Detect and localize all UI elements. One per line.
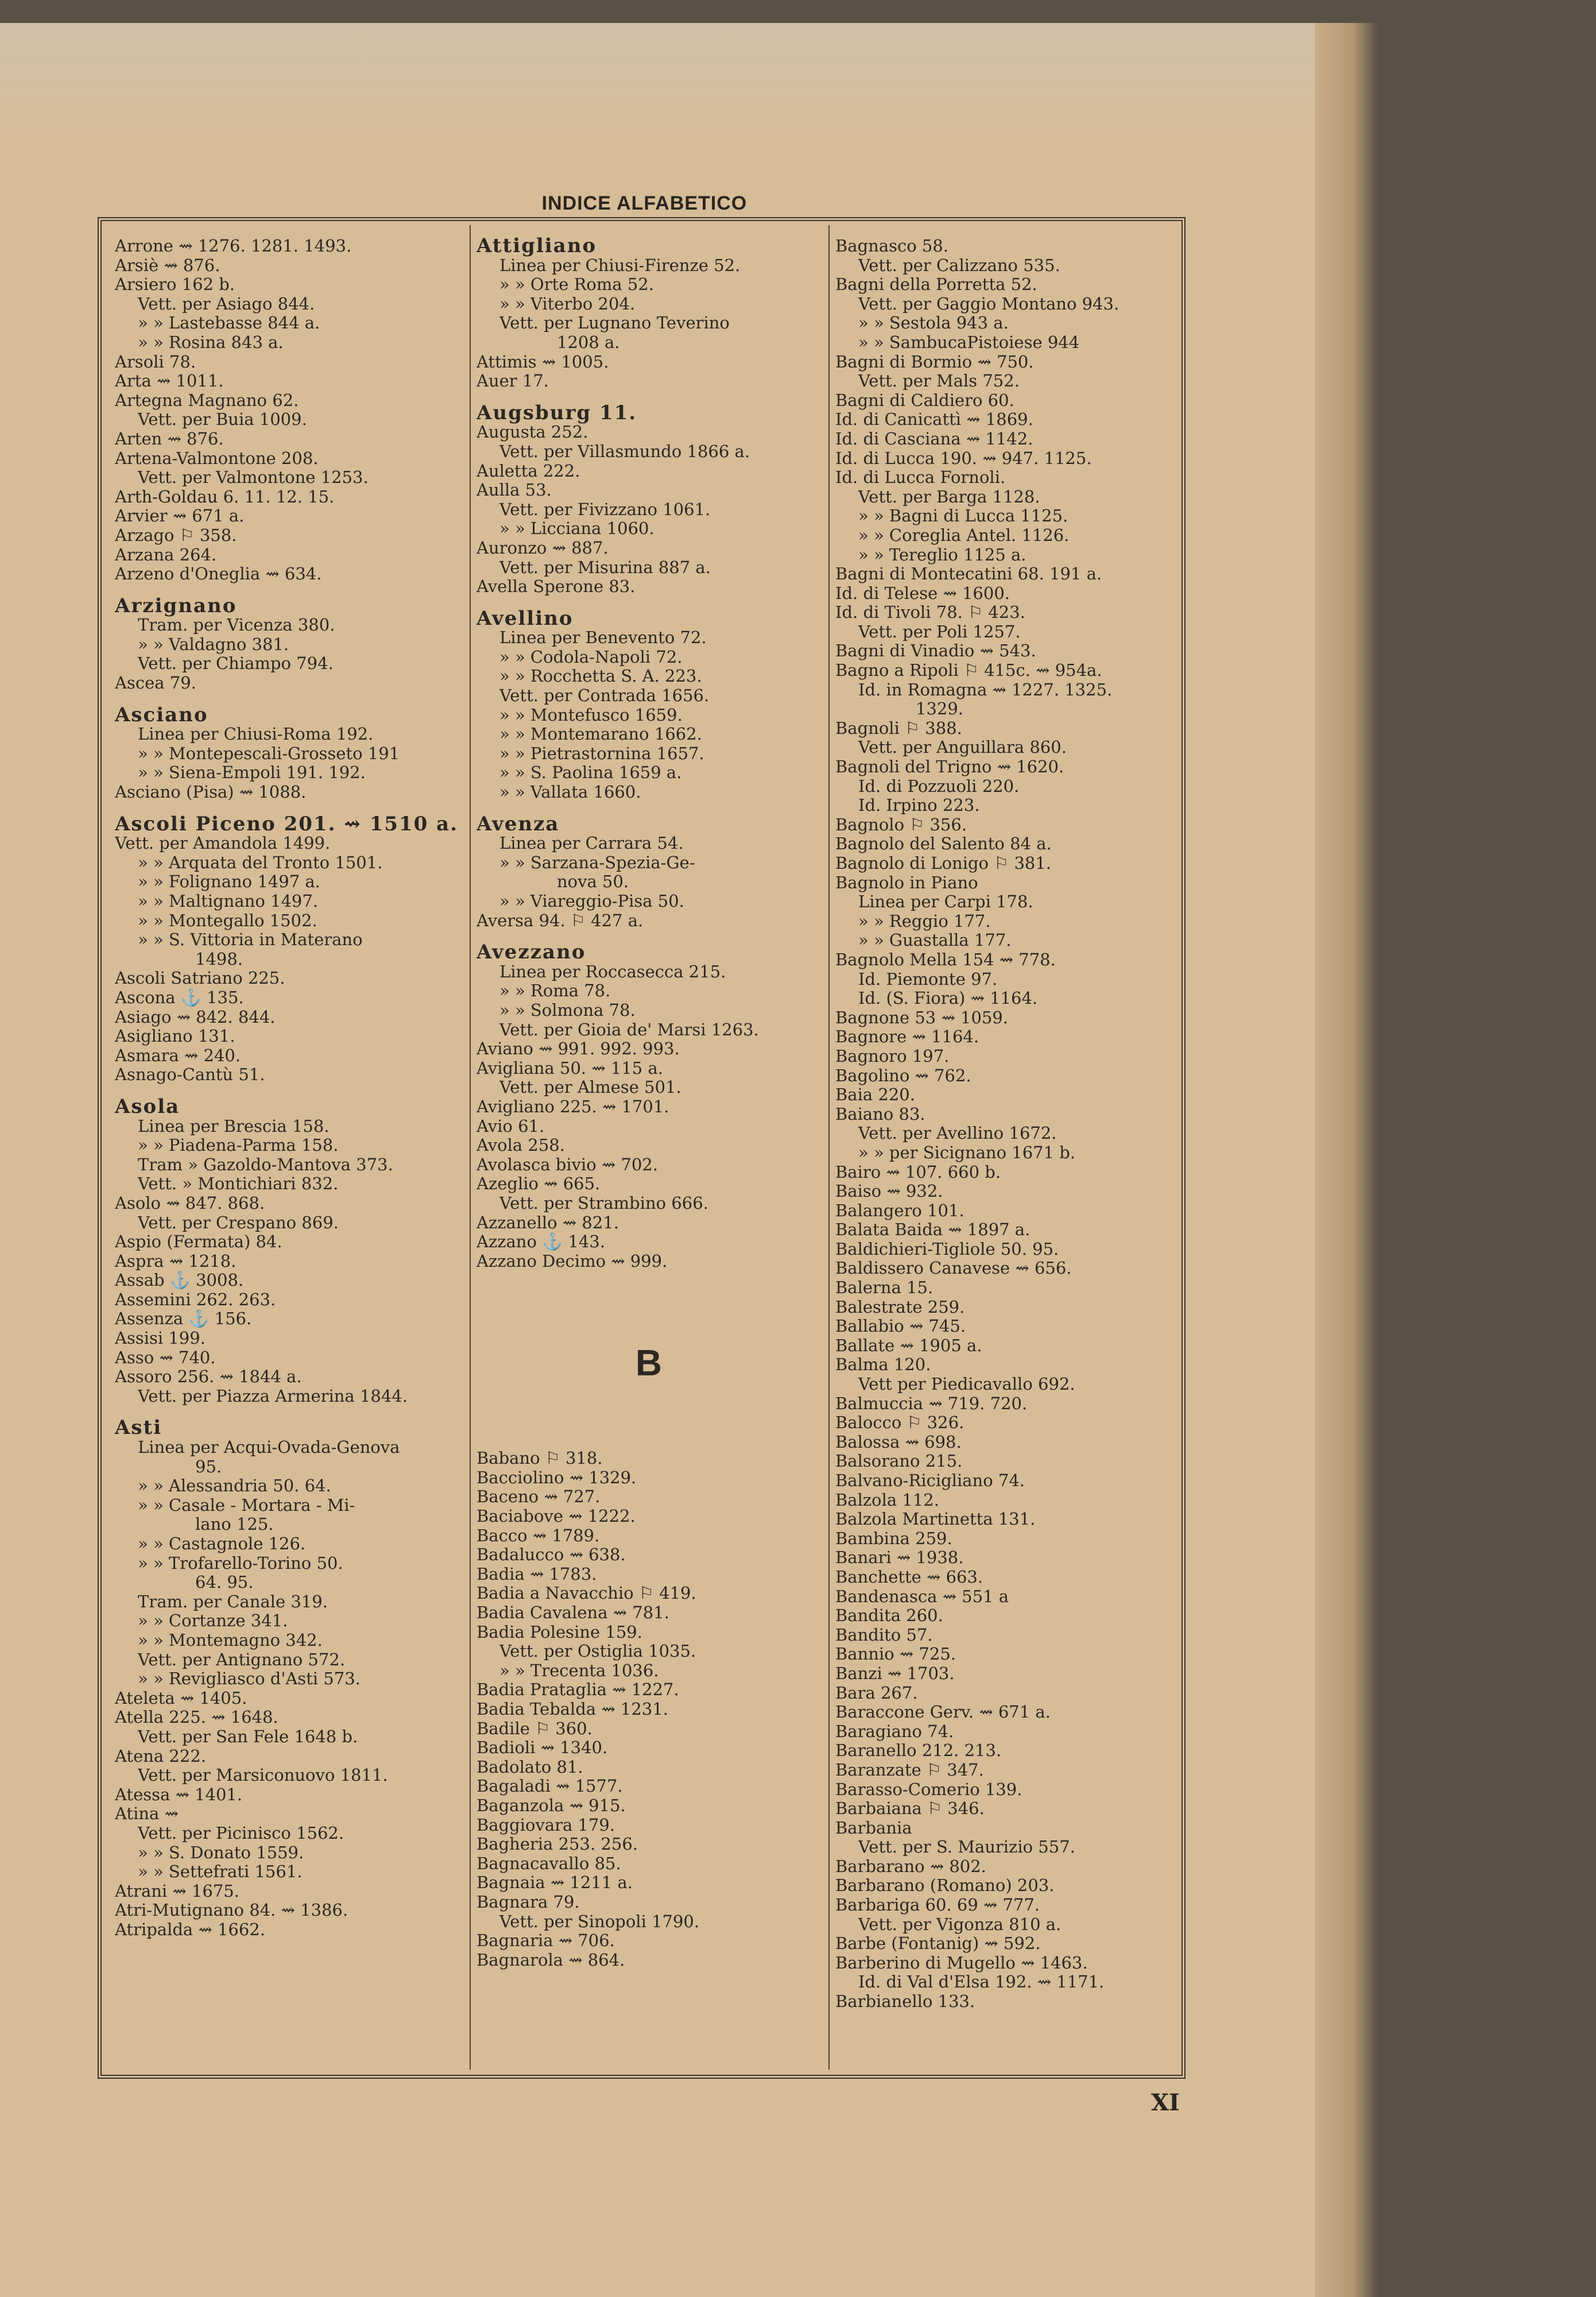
index-heading: Asola bbox=[115, 1095, 180, 1118]
index-entry: Arzago ⚐ 358. bbox=[115, 525, 237, 545]
index-entry: Balossa ⇝ 698. bbox=[835, 1432, 962, 1452]
index-entry: Balma 120. bbox=[835, 1355, 931, 1375]
index-entry: Balocco ⚐ 326. bbox=[835, 1413, 964, 1433]
index-entry: Babano ⚐ 318. bbox=[477, 1448, 603, 1468]
index-entry: Vett. per Sinopoli 1790. bbox=[499, 1911, 700, 1931]
index-entry: Baranello 212. 213. bbox=[835, 1741, 1002, 1761]
index-entry: Assoro 256. ⇝ 1844 a. bbox=[115, 1367, 302, 1387]
index-entry: Balvano-Ricigliano 74. bbox=[835, 1471, 1025, 1490]
index-entry: Vett. per Poli 1257. bbox=[858, 621, 1021, 641]
index-entry: Vett. » Montichiari 832. bbox=[138, 1174, 339, 1194]
index-entry: Bambina 259. bbox=[835, 1528, 952, 1548]
index-entry: Vett. per Gaggio Montano 943. bbox=[858, 293, 1119, 314]
index-entry: Bagni di Bormio ⇝ 750. bbox=[835, 351, 1034, 372]
index-entry: Bagnolo di Lonigo ⚐ 381. bbox=[835, 853, 1052, 873]
index-entry: Arta ⇝ 1011. bbox=[115, 371, 224, 391]
index-entry: Linea per Chiusi-Roma 192. bbox=[138, 724, 374, 744]
index-entry: Arth-Goldau 6. 11. 12. 15. bbox=[115, 486, 335, 506]
index-entry: Bacco ⇝ 1789. bbox=[477, 1525, 600, 1545]
index-entry: Vett. per Mals 752. bbox=[858, 371, 1020, 391]
column-divider bbox=[470, 225, 471, 2070]
index-entry: Bagheria 253. 256. bbox=[477, 1834, 638, 1854]
index-entry: Tram. per Canale 319. bbox=[138, 1591, 328, 1611]
index-entry: Azzano Decimo ⇝ 999. bbox=[477, 1251, 668, 1271]
index-entry: Augusta 252. bbox=[477, 422, 588, 442]
index-entry: Vett. per Amandola 1499. bbox=[115, 833, 331, 853]
index-entry: Id. di Canicattì ⇝ 1869. bbox=[835, 409, 1033, 430]
index-entry: Bandito 57. bbox=[835, 1625, 933, 1645]
index-entry: Barbianello 133. bbox=[835, 1991, 975, 2012]
index-entry: Ateleta ⇝ 1405. bbox=[115, 1688, 247, 1708]
index-entry: Badia Polesine 159. bbox=[477, 1622, 642, 1642]
index-entry: Vett. per Vigonza 810 a. bbox=[858, 1914, 1062, 1934]
index-entry: » » Bagni di Lucca 1125. bbox=[858, 506, 1068, 526]
index-entry: Baiso ⇝ 932. bbox=[835, 1181, 943, 1201]
index-entry: Vett. per Avellino 1672. bbox=[858, 1123, 1057, 1143]
index-entry: Assemini 262. 263. bbox=[115, 1289, 276, 1309]
index-entry: » » Settefrati 1561. bbox=[138, 1862, 303, 1882]
index-entry: Baceno ⇝ 727. bbox=[477, 1487, 601, 1507]
index-entry: Barbarano ⇝ 802. bbox=[835, 1856, 986, 1876]
index-entry: Atella 225. ⇝ 1648. bbox=[115, 1707, 278, 1727]
index-entry: Vett. per Antignano 572. bbox=[138, 1649, 345, 1669]
index-entry: Azzanello ⇝ 821. bbox=[477, 1212, 619, 1232]
index-entry: » » Tereglio 1125 a. bbox=[858, 544, 1026, 564]
index-heading: Asciano bbox=[115, 703, 208, 726]
index-entry: Barberino di Mugello ⇝ 1463. bbox=[835, 1952, 1088, 1973]
index-entry: lano 125. bbox=[195, 1514, 274, 1534]
column-divider bbox=[828, 225, 830, 2070]
index-entry: Bagnolo in Piano bbox=[835, 872, 978, 892]
index-entry: Bagnolo del Salento 84 a. bbox=[835, 834, 1052, 854]
index-heading: Ascoli Piceno 201. ⇝ 1510 a. bbox=[115, 812, 458, 836]
index-entry: Asciano (Pisa) ⇝ 1088. bbox=[115, 782, 307, 802]
index-heading: Attigliano bbox=[477, 237, 597, 257]
index-column-3 bbox=[835, 237, 1180, 2074]
index-entry: Balerna 15. bbox=[835, 1278, 933, 1298]
index-entry: » » Montemagno 342. bbox=[138, 1630, 323, 1650]
index-entry: Vett. per Buia 1009. bbox=[138, 409, 307, 430]
index-entry: Bandenasca ⇝ 551 a bbox=[835, 1586, 1009, 1606]
index-entry: Id. di Pozzuoli 220. bbox=[858, 776, 1020, 796]
index-entry: Ascona ⚓ 135. bbox=[115, 987, 244, 1007]
index-entry: Aspra ⇝ 1218. bbox=[115, 1251, 237, 1271]
index-entry: Balangero 101. bbox=[835, 1200, 964, 1220]
index-entry: Artena-Valmontone 208. bbox=[115, 448, 319, 468]
index-entry: Id. di Lucca 190. ⇝ 947. 1125. bbox=[835, 448, 1092, 468]
index-entry: Bagolino ⇝ 762. bbox=[835, 1065, 971, 1085]
index-entry: » » Sarzana-Spezia-Ge- bbox=[499, 852, 695, 872]
index-entry: » » Sestola 943 a. bbox=[858, 313, 1009, 333]
index-entry: 1208 a. bbox=[557, 332, 620, 352]
index-entry: » » Orte Roma 52. bbox=[499, 274, 654, 295]
index-entry: Avigliana 50. ⇝ 115 a. bbox=[477, 1058, 663, 1078]
index-entry: Vett. per Villasmundo 1866 a. bbox=[499, 441, 750, 461]
index-entry: 1329. bbox=[916, 699, 964, 719]
index-entry: Vett. per Piazza Armerina 1844. bbox=[138, 1386, 408, 1406]
index-heading: Arzignano bbox=[115, 594, 237, 617]
index-entry: » » S. Paolina 1659 a. bbox=[499, 763, 682, 783]
index-entry: Baganzola ⇝ 915. bbox=[477, 1795, 626, 1815]
index-entry: Auronzo ⇝ 887. bbox=[477, 537, 609, 558]
index-entry: Bagno a Ripoli ⚐ 415c. ⇝ 954a. bbox=[835, 660, 1102, 680]
index-entry: Vett. per Picinisco 1562. bbox=[138, 1823, 344, 1843]
index-entry: » » S. Donato 1559. bbox=[138, 1842, 304, 1862]
index-entry: Vett. per Marsiconuovo 1811. bbox=[138, 1765, 388, 1785]
index-heading: Avezzano bbox=[477, 941, 586, 964]
index-entry: 1498. bbox=[195, 949, 243, 969]
index-entry: » » Trecenta 1036. bbox=[499, 1660, 659, 1680]
index-entry: Bagnone 53 ⇝ 1059. bbox=[835, 1007, 1009, 1027]
index-entry: » » Alessandria 50. 64. bbox=[138, 1476, 331, 1496]
index-entry: Baldissero Canavese ⇝ 656. bbox=[835, 1258, 1072, 1278]
index-entry: Baranzate ⚐ 347. bbox=[835, 1760, 984, 1780]
index-entry: Barbarano (Romano) 203. bbox=[835, 1876, 1055, 1896]
index-entry: Id. di Lucca Fornoli. bbox=[835, 467, 1006, 488]
index-entry: Arsiero 162 b. bbox=[115, 274, 235, 295]
index-entry: Baldichieri-Tigliole 50. 95. bbox=[835, 1239, 1059, 1259]
index-entry: 64. 95. bbox=[195, 1572, 254, 1592]
index-entry: Vett. per Gioia de' Marsi 1263. bbox=[499, 1019, 759, 1039]
index-entry: Badia Tebalda ⇝ 1231. bbox=[477, 1699, 668, 1719]
index-entry: » » Pietrastornina 1657. bbox=[499, 743, 704, 763]
index-entry: Id. (S. Fiora) ⇝ 1164. bbox=[858, 988, 1038, 1008]
index-entry: Asigliano 131. bbox=[115, 1026, 235, 1046]
index-entry: Vett. per Barga 1128. bbox=[858, 486, 1040, 506]
index-entry: Avola 258. bbox=[477, 1135, 565, 1155]
index-entry: Aulla 53. bbox=[477, 480, 552, 500]
index-entry: Bagnolo ⚐ 356. bbox=[835, 814, 967, 834]
index-entry: Ascoli Satriano 225. bbox=[115, 968, 285, 988]
index-entry: » » Lastebasse 844 a. bbox=[138, 313, 320, 333]
index-entry: » » Coreglia Antel. 1126. bbox=[858, 525, 1070, 545]
index-entry: Vett. per Chiampo 794. bbox=[138, 653, 334, 674]
index-entry: Tram. per Vicenza 380. bbox=[138, 615, 335, 635]
index-heading: Asti bbox=[115, 1416, 162, 1440]
index-entry: Balmuccia ⇝ 719. 720. bbox=[835, 1393, 1028, 1413]
index-entry: Arsiè ⇝ 876. bbox=[115, 255, 220, 275]
index-entry: Barasso-Comerio 139. bbox=[835, 1779, 1022, 1799]
index-entry: Banari ⇝ 1938. bbox=[835, 1548, 964, 1568]
index-entry: Badalucco ⇝ 638. bbox=[477, 1545, 626, 1565]
index-entry: Linea per Brescia 158. bbox=[138, 1116, 330, 1136]
index-entry: Atrani ⇝ 1675. bbox=[115, 1881, 239, 1901]
index-entry: Linea per Acqui-Ovada-Genova bbox=[138, 1437, 400, 1457]
index-entry: Arvier ⇝ 671 a. bbox=[115, 506, 245, 526]
index-entry: » » Guastalla 177. bbox=[858, 930, 1012, 950]
index-entry: Atina ⇝ bbox=[115, 1804, 179, 1824]
index-entry: Linea per Benevento 72. bbox=[499, 628, 707, 648]
index-entry: Vett. per Ostiglia 1035. bbox=[499, 1641, 696, 1661]
index-entry: » » Montepescali-Grosseto 191 bbox=[138, 743, 400, 763]
index-entry: Arzeno d'Oneglia ⇝ 634. bbox=[115, 564, 322, 584]
index-entry: » » Arquata del Tronto 1501. bbox=[138, 852, 383, 872]
page-edges bbox=[1315, 23, 1378, 2297]
index-entry: » » S. Vittoria in Materano bbox=[138, 930, 363, 950]
index-entry: » » Rosina 843 a. bbox=[138, 332, 284, 352]
index-entry: Artegna Magnano 62. bbox=[115, 390, 299, 410]
index-entry: Balzola Martinetta 131. bbox=[835, 1509, 1036, 1529]
section-letter: B bbox=[635, 1342, 663, 1384]
index-entry: Bara 267. bbox=[835, 1683, 918, 1703]
index-entry: Barbania bbox=[835, 1818, 912, 1838]
index-entry: Id. in Romagna ⇝ 1227. 1325. bbox=[858, 679, 1113, 699]
index-entry: Vett. per Valmontone 1253. bbox=[138, 467, 369, 488]
index-entry: » » Viterbo 204. bbox=[499, 293, 636, 314]
index-entry: Balestrate 259. bbox=[835, 1297, 965, 1317]
index-entry: Bagnasco 58. bbox=[835, 237, 949, 256]
index-entry: Atri-Mutignano 84. ⇝ 1386. bbox=[115, 1900, 348, 1920]
index-column-1 bbox=[115, 237, 459, 2074]
index-entry: Badia a Navacchio ⚐ 419. bbox=[477, 1583, 696, 1603]
index-entry: Asso ⇝ 740. bbox=[115, 1347, 216, 1367]
index-entry: Vett. per S. Maurizio 557. bbox=[858, 1837, 1075, 1857]
index-entry: Avigliano 225. ⇝ 1701. bbox=[477, 1096, 669, 1116]
index-entry: » » Revigliasco d'Asti 573. bbox=[138, 1669, 361, 1689]
index-entry: » » Folignano 1497 a. bbox=[138, 872, 320, 892]
index-entry: Assab ⚓ 3008. bbox=[115, 1270, 244, 1290]
index-entry: Avolasca bivio ⇝ 702. bbox=[477, 1154, 658, 1174]
index-entry: » » Roma 78. bbox=[499, 981, 611, 1001]
index-entry: Arsoli 78. bbox=[115, 351, 196, 372]
index-entry: » » Montemarano 1662. bbox=[499, 724, 702, 744]
index-entry: Bannio ⇝ 725. bbox=[835, 1644, 956, 1664]
index-entry: Assenza ⚓ 156. bbox=[115, 1309, 252, 1329]
index-entry: Vett. per Crespano 869. bbox=[138, 1212, 339, 1232]
index-entry: Vett. per San Fele 1648 b. bbox=[138, 1726, 358, 1746]
index-entry: Baia 220. bbox=[835, 1085, 915, 1105]
index-entry: Bagnoli del Trigno ⇝ 1620. bbox=[835, 757, 1064, 777]
index-entry: Bagni di Montecatini 68. 191 a. bbox=[835, 564, 1102, 584]
index-entry: Aversa 94. ⚐ 427 a. bbox=[477, 910, 644, 930]
index-entry: Badia ⇝ 1783. bbox=[477, 1564, 597, 1584]
index-entry: » » Siena-Empoli 191. 192. bbox=[138, 763, 366, 783]
index-entry: Asmara ⇝ 240. bbox=[115, 1045, 241, 1065]
index-entry: » » Montegallo 1502. bbox=[138, 910, 317, 930]
index-entry: Banzi ⇝ 1703. bbox=[835, 1663, 955, 1683]
index-entry: Badia Prataglia ⇝ 1227. bbox=[477, 1680, 679, 1700]
index-entry: Badioli ⇝ 1340. bbox=[477, 1738, 608, 1758]
index-entry: Atessa ⇝ 1401. bbox=[115, 1784, 243, 1804]
index-entry: Vett. per Anguillara 860. bbox=[858, 737, 1067, 757]
index-entry: Balsorano 215. bbox=[835, 1451, 963, 1471]
index-entry: Bagnoro 197. bbox=[835, 1046, 950, 1066]
index-entry: Ballabio ⇝ 745. bbox=[835, 1316, 966, 1336]
index-entry: 95. bbox=[195, 1456, 222, 1476]
index-entry: » » Valdagno 381. bbox=[138, 634, 289, 654]
index-entry: Bagnoli ⚐ 388. bbox=[835, 718, 962, 738]
index-entry: Baraccone Gerv. ⇝ 671 a. bbox=[835, 1702, 1051, 1722]
page-top-shadow bbox=[0, 23, 1315, 138]
index-entry: Bairo ⇝ 107. 660 b. bbox=[835, 1162, 1001, 1182]
index-entry: » » Vallata 1660. bbox=[499, 782, 641, 802]
index-entry: Baragiano 74. bbox=[835, 1721, 954, 1741]
index-entry: » » Castagnole 126. bbox=[138, 1534, 306, 1553]
index-entry: Baiano 83. bbox=[835, 1104, 925, 1124]
index-entry: » » per Sicignano 1671 b. bbox=[858, 1142, 1076, 1162]
index-entry: Auer 17. bbox=[477, 371, 549, 391]
index-entry: Id. di Casciana ⇝ 1142. bbox=[835, 428, 1033, 448]
index-entry: Bagaladi ⇝ 1577. bbox=[477, 1776, 623, 1796]
index-entry: Arrone ⇝ 1276. 1281. 1493. bbox=[115, 237, 352, 256]
index-entry: Balzola 112. bbox=[835, 1490, 939, 1510]
index-entry: Badolato 81. bbox=[477, 1757, 583, 1777]
index-column-2 bbox=[477, 237, 821, 2074]
index-entry: Asolo ⇝ 847. 868. bbox=[115, 1193, 265, 1213]
index-entry: Avella Sperone 83. bbox=[477, 577, 636, 597]
index-entry: Bagnarola ⇝ 864. bbox=[477, 1950, 625, 1970]
index-entry: Arzana 264. bbox=[115, 544, 217, 564]
index-heading: Avenza bbox=[477, 812, 560, 836]
index-entry: » » Rocchetta S. A. 223. bbox=[499, 666, 702, 686]
index-entry: Id. Piemonte 97. bbox=[858, 969, 998, 989]
index-entry: » » Codola-Napoli 72. bbox=[499, 647, 683, 667]
index-entry: Auletta 222. bbox=[477, 461, 580, 481]
index-entry: Arten ⇝ 876. bbox=[115, 428, 224, 448]
index-entry: Linea per Roccasecca 215. bbox=[499, 961, 726, 981]
index-entry: Linea per Carpi 178. bbox=[858, 892, 1033, 912]
index-entry: Badia Cavalena ⇝ 781. bbox=[477, 1603, 669, 1623]
index-entry: Id. di Telese ⇝ 1600. bbox=[835, 583, 1010, 603]
index-entry: Linea per Carrara 54. bbox=[499, 833, 684, 853]
index-entry: » » Licciana 1060. bbox=[499, 519, 654, 539]
index-entry: Barbaiana ⚐ 346. bbox=[835, 1799, 985, 1819]
index-entry: Vett. per Lugnano Teverino bbox=[499, 313, 730, 333]
index-entry: Avio 61. bbox=[477, 1116, 545, 1136]
index-entry: Barbe (Fontanig) ⇝ 592. bbox=[835, 1933, 1041, 1954]
index-entry: Azzano ⚓ 143. bbox=[477, 1232, 606, 1252]
index-entry: Atripalda ⇝ 1662. bbox=[115, 1919, 265, 1939]
index-heading: Augsburg 11. bbox=[477, 401, 637, 424]
index-entry: Id. di Val d'Elsa 192. ⇝ 1171. bbox=[858, 1972, 1105, 1992]
index-entry: Vett. per Fivizzano 1061. bbox=[499, 499, 711, 519]
index-entry: Bagni di Caldiero 60. bbox=[835, 390, 1014, 410]
index-entry: » » Reggio 177. bbox=[858, 911, 991, 931]
index-entry: Vett per Piedicavallo 692. bbox=[858, 1374, 1075, 1394]
index-entry: Vett. per Almese 501. bbox=[499, 1077, 681, 1097]
index-entry: Bagni di Vinadio ⇝ 543. bbox=[835, 641, 1036, 661]
index-entry: Tram » Gazoldo-Mantova 373. bbox=[138, 1154, 393, 1174]
index-entry: Linea per Chiusi-Firenze 52. bbox=[499, 255, 741, 275]
index-entry: Aspio (Fermata) 84. bbox=[115, 1232, 282, 1252]
index-entry: Aviano ⇝ 991. 992. 993. bbox=[477, 1039, 680, 1059]
index-entry: Bacciolino ⇝ 1329. bbox=[477, 1467, 637, 1487]
index-entry: Bagni della Porretta 52. bbox=[835, 274, 1037, 295]
index-entry: Asiago ⇝ 842. 844. bbox=[115, 1007, 276, 1027]
index-entry: Vett. per Misurina 887 a. bbox=[499, 557, 711, 577]
index-entry: Badile ⚐ 360. bbox=[477, 1718, 592, 1738]
index-entry: » » Maltignano 1497. bbox=[138, 891, 319, 911]
index-entry: Assisi 199. bbox=[115, 1328, 206, 1348]
index-entry: » » Casale - Mortara - Mi- bbox=[138, 1495, 355, 1515]
index-entry: nova 50. bbox=[557, 872, 629, 892]
index-entry: Baciabove ⇝ 1222. bbox=[477, 1506, 636, 1526]
index-entry: » » Piadena-Parma 158. bbox=[138, 1135, 339, 1155]
index-entry: Bagnara 79. bbox=[477, 1892, 580, 1912]
index-entry: Balata Baida ⇝ 1897 a. bbox=[835, 1220, 1031, 1240]
page-header: INDICE ALFABETICO bbox=[541, 192, 747, 214]
page-number: XI bbox=[1151, 2089, 1180, 2116]
index-entry: Bagnacavallo 85. bbox=[477, 1853, 621, 1873]
index-entry: » » Viareggio-Pisa 50. bbox=[499, 891, 684, 911]
index-entry: Vett. per Calizzano 535. bbox=[858, 255, 1060, 275]
index-entry: Azeglio ⇝ 665. bbox=[477, 1174, 601, 1194]
index-entry: Bagnolo Mella 154 ⇝ 778. bbox=[835, 949, 1056, 969]
index-entry: Bagnore ⇝ 1164. bbox=[835, 1027, 979, 1047]
index-entry: Bandita 260. bbox=[835, 1606, 943, 1626]
index-entry: » » Solmona 78. bbox=[499, 1000, 636, 1020]
index-entry: » » SambucaPistoiese 944 bbox=[858, 332, 1080, 352]
index-entry: » » Cortanze 341. bbox=[138, 1611, 288, 1631]
index-entry: Ascea 79. bbox=[115, 673, 196, 693]
index-entry: Asnago-Cantù 51. bbox=[115, 1065, 265, 1085]
index-entry: » » Trofarello-Torino 50. bbox=[138, 1553, 343, 1573]
index-entry: Vett. per Strambino 666. bbox=[499, 1193, 708, 1213]
index-entry: Bagnaia ⇝ 1211 a. bbox=[477, 1873, 633, 1893]
index-entry: Barbariga 60. 69 ⇝ 777. bbox=[835, 1895, 1040, 1915]
index-entry: Vett. per Contrada 1656. bbox=[499, 686, 710, 706]
index-heading: Avellino bbox=[477, 606, 574, 630]
index-entry: Bagnaria ⇝ 706. bbox=[477, 1931, 615, 1951]
index-entry: Atena 222. bbox=[115, 1746, 207, 1766]
index-entry: » » Montefusco 1659. bbox=[499, 705, 683, 725]
index-entry: Ballate ⇝ 1905 a. bbox=[835, 1335, 982, 1355]
index-entry: Banchette ⇝ 663. bbox=[835, 1567, 983, 1587]
index-entry: Id. Irpino 223. bbox=[858, 795, 980, 815]
index-entry: Id. di Tivoli 78. ⚐ 423. bbox=[835, 602, 1025, 622]
index-entry: Attimis ⇝ 1005. bbox=[477, 351, 609, 372]
index-entry: Vett. per Asiago 844. bbox=[138, 293, 315, 314]
index-entry: Baggiovara 179. bbox=[477, 1815, 615, 1835]
